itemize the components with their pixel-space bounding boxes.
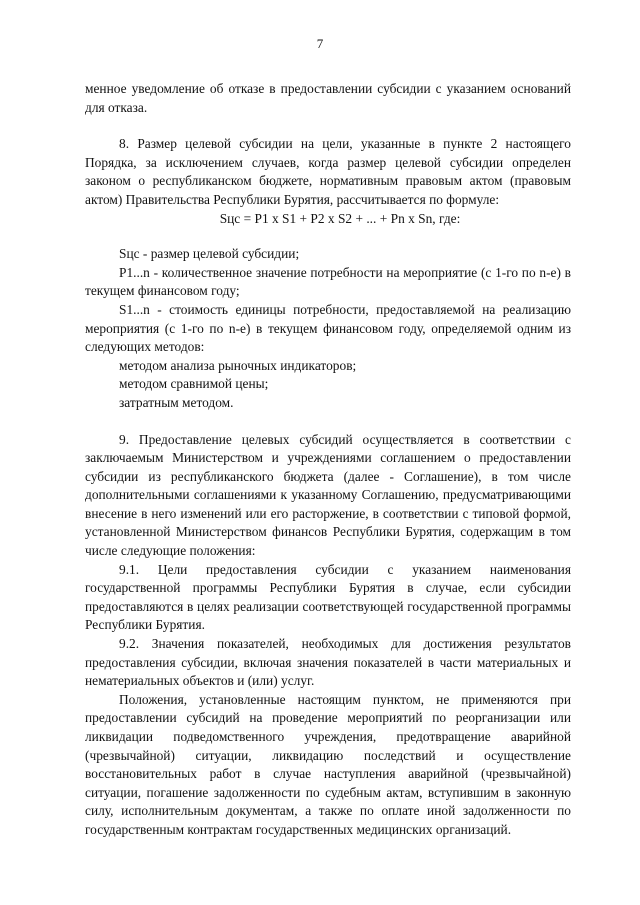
- method-3: затратным методом.: [119, 394, 234, 410]
- method-2: методом сравнимой цены;: [119, 376, 269, 392]
- definition-s1: S1...n - стоимость единицы потребности, предоставляемой на реализацию мероприятия (с 1-го по n-е) в текущем финансовом году, определяемой одним из следующих методов:: [85, 301, 571, 355]
- paragraph-9: 9. Предоставление целевых субсидий осуществляется в соответствии с заключаемым Министерством и учреждениями соглашением о предоставлении субсидии из республиканского бюджета (далее - Соглашение), в том числе дополнительными соглашениями к указанному Соглашению, предусматривающими внесение в него изменений или его расторжение, в соответствии с типовой формой, установленной Министерством финансов Республики Бурятия, содержащим в том числе следующие положения:: [85, 431, 571, 559]
- page-number: 7: [316, 36, 324, 51]
- paragraph-9-2: 9.2. Значения показателей, необходимых для достижения результатов предоставления субсидии, включая значения показателей в части материальных и нематериальных объектов и (или) услуг.: [85, 636, 571, 689]
- paragraph-8: 8. Размер целевой субсидии на цели, указанные в пункте 2 настоящего Порядка, за исключением случаев, когда размер целевой субсидии определен законом о республиканском бюджете, нормативным правовым актом (правовым актом) Правительства Республики Бурятия, рассчитывается по формуле:: [85, 136, 571, 207]
- definition-p: P1...n - количественное значение потребности на мероприятие (с 1-го по n-е) в текущем финансовом году;: [85, 264, 571, 299]
- document-body: [85, 80, 571, 840]
- definition-s: Sцс - размер целевой субсидии;: [119, 246, 300, 262]
- method-1: методом анализа рыночных индикаторов;: [119, 357, 357, 373]
- paragraph-9-1: 9.1. Цели предоставления субсидии с указанием наименования государственной программы Республики Бурятия в случае, если субсидии предоставляются в целях реализации соответствующей государственной программы Республики Бурятия.: [85, 561, 571, 633]
- formula: Sцс = P1 x S1 + P2 x S2 + ... + Pn x Sn, где:: [219, 210, 461, 226]
- paragraph-final: Положения, установленные настоящим пунктом, не применяются при предоставлении субсидий на проведение мероприятий по реорганизации или ликвидации подведомственного учреждения, предотвращение аварийной (чрезвычайной) ситуации, ликвидацию последствий и осуществление восстановительных работ в случае наступления аварийной (чрезвычайной) ситуации, погашение задолженности по судебным актам, вступившим в законную силу, исполнительным документам, а также по оплате иной задолженности по государственным контрактам государственных медицинских организаций.: [85, 691, 571, 837]
- paragraph-continuation: менное уведомление об отказе в предоставлении субсидии с указанием оснований для отказа.: [85, 81, 571, 115]
